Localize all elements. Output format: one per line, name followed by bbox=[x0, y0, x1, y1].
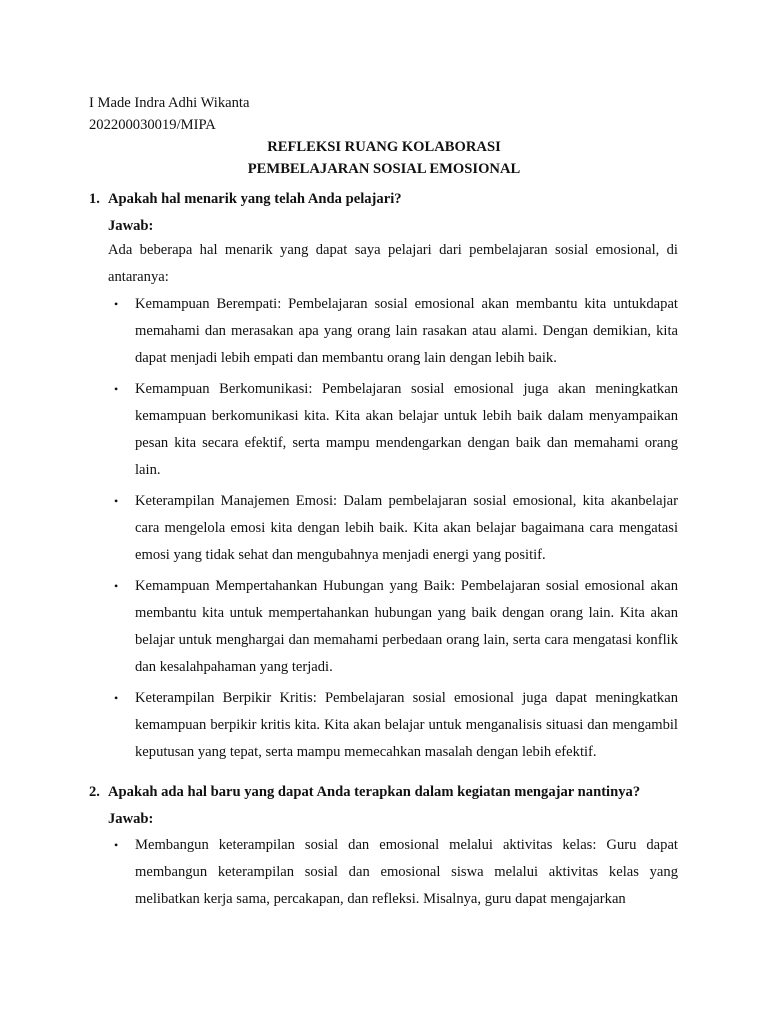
question-2 bbox=[89, 781, 679, 803]
answer-label-1: Jawab: bbox=[108, 218, 154, 234]
list-item-text: Keterampilan Manajemen Emosi: Dalam pembelajaran sosial emosional, kita akanbelajar cara mengelola emosi kita dengan lebih baik. Kita akan belajar bagaimana cara mengatasi emosi yang tidak sehat dan mengubahnya menjadi energi yang positif. bbox=[135, 493, 678, 563]
author-block bbox=[89, 92, 249, 136]
answer-label-2: Jawab: bbox=[108, 811, 154, 827]
bullet-icon: • bbox=[114, 691, 119, 705]
list-item bbox=[108, 376, 678, 484]
list-item bbox=[108, 291, 678, 372]
question-number: 2. bbox=[89, 784, 100, 800]
bullet-icon: • bbox=[114, 838, 119, 852]
bullet-icon: • bbox=[114, 382, 119, 396]
question-text: Apakah ada hal baru yang dapat Anda terapkan dalam kegiatan mengajar nantinya? bbox=[108, 784, 641, 800]
list-item bbox=[108, 488, 678, 569]
list-item-text: Kemampuan Mempertahankan Hubungan yang Baik: Pembelajaran sosial emosional akan membantu kita untuk mempertahankan hubungan yang baik dengan orang lain. Kita akan belajar untuk menghargai dan memahami perbedaan orang lain, serta cara mengatasi konflik dan kesalahpahaman yang terjadi. bbox=[135, 578, 678, 675]
author-name: I Made Indra Adhi Wikanta bbox=[89, 95, 250, 111]
answer-intro-1: Ada beberapa hal menarik yang dapat saya pelajari dari pembelajaran sosial emosional, di antaranya: bbox=[108, 242, 678, 285]
bullet-icon: • bbox=[114, 579, 119, 593]
question-1 bbox=[89, 188, 679, 210]
list-item-text: Kemampuan Berempati: Pembelajaran sosial emosional akan membantu kita untukdapat memahami dan merasakan apa yang orang lain rasakan atau alami. Dengan demikian, kita dapat menjadi lebih empati dan membantu orang lain dengan lebih baik. bbox=[135, 296, 678, 366]
title-line-2: PEMBELAJARAN SOSIAL EMOSIONAL bbox=[247, 161, 521, 177]
list-item-text: Membangun keterampilan sosial dan emosional melalui aktivitas kelas: Guru dapat membangun keterampilan sosial dan emosional siswa melalui aktivitas kelas yang melibatkan kerja sama, percakapan, dan refleksi. Misalnya, guru dapat mengajarkan bbox=[135, 837, 678, 907]
title-line-1: REFLEKSI RUANG KOLABORASI bbox=[267, 139, 501, 155]
list-item-text: Keterampilan Berpikir Kritis: Pembelajaran sosial emosional juga dapat meningkatkan kemampuan berpikir kritis kita. Kita akan belajar untuk menganalisis situasi dan mengambil keputusan yang tepat, serta mampu memecahkan masalah dengan lebih efektif. bbox=[135, 690, 678, 760]
bullet-list-2 bbox=[108, 832, 678, 913]
list-item-text: Kemampuan Berkomunikasi: Pembelajaran sosial emosional juga akan meningkatkan kemampuan berkomunikasi kita. Kita akan belajar untuk lebih baik dalam menyampaikan pesan kita secara efektif, serta mampu mendengarkan dengan baik dan memahami orang lain. bbox=[135, 381, 678, 478]
bullet-icon: • bbox=[114, 297, 119, 311]
bullet-icon: • bbox=[114, 494, 119, 508]
question-number: 1. bbox=[89, 191, 100, 207]
bullet-list-1 bbox=[108, 291, 678, 766]
author-id: 202200030019/MIPA bbox=[89, 117, 216, 133]
document-title bbox=[0, 136, 768, 180]
question-text: Apakah hal menarik yang telah Anda pelajari? bbox=[108, 191, 402, 207]
list-item bbox=[108, 573, 678, 681]
list-item bbox=[108, 685, 678, 766]
list-item bbox=[108, 832, 678, 913]
